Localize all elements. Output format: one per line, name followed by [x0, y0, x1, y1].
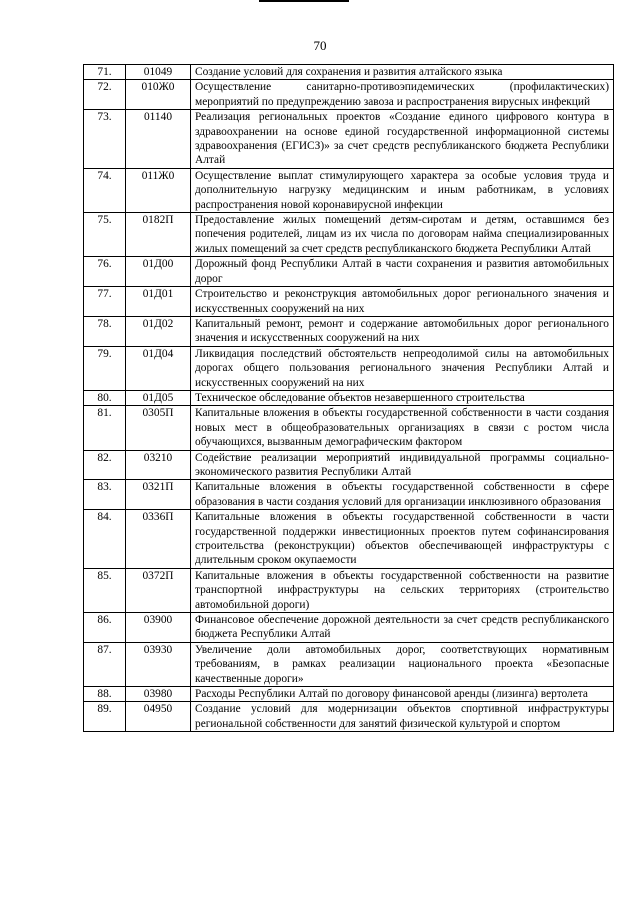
row-description: Капитальные вложения в объекты государственной собственности в сфере образования в части создания условий для организации инклюзивного образования	[191, 480, 614, 510]
row-description: Капитальные вложения в объекты государственной собственности в части государственной поддержки инвестиционных проектов путем софинансирования строительства (реконструкции) объектов обеспечивающей инфраструктуры с длительным сроком окупаемости	[191, 510, 614, 569]
row-description: Увеличение доли автомобильных дорог, соответствующих нормативным требованиям, в рамках реализации национального проекта «Безопасные качественные дороги»	[191, 642, 614, 686]
row-code: 03210	[126, 450, 191, 480]
row-description: Ликвидация последствий обстоятельств непреодолимой силы на автомобильных дорогах общего пользования регионального значения Республики Алтай и искусственных сооружений на них	[191, 346, 614, 390]
table-row	[84, 213, 614, 257]
table-row	[84, 80, 614, 110]
row-code: 01049	[126, 65, 191, 80]
row-description: Создание условий для модернизации объектов спортивной инфраструктуры региональной собственности для занятий физической культурой и спортом	[191, 702, 614, 732]
row-description: Предоставление жилых помещений детям-сиротам и детям, оставшимся без попечения родителей, лицам из их числа по договорам найма специализированных жилых помещений за счет средств республиканского бюджета Республики Алтай	[191, 213, 614, 257]
table-body	[84, 65, 614, 732]
table-row	[84, 510, 614, 569]
row-description: Финансовое обеспечение дорожной деятельности за счет средств республиканского бюджета Республики Алтай	[191, 613, 614, 643]
row-number: 74.	[84, 168, 126, 212]
table-row	[84, 168, 614, 212]
row-description: Осуществление выплат стимулирующего характера за особые условия труда и дополнительную нагрузку медицинским и иным работникам, в условиях распространения новой коронавирусной инфекции	[191, 168, 614, 212]
row-number: 85.	[84, 568, 126, 612]
row-code: 010Ж0	[126, 80, 191, 110]
row-code: 0336П	[126, 510, 191, 569]
row-description: Создание условий для сохранения и развития алтайского языка	[191, 65, 614, 80]
budget-code-table	[83, 64, 614, 732]
row-description: Содействие реализации мероприятий индивидуальной программы социально-экономического развития Республики Алтай	[191, 450, 614, 480]
row-number: 87.	[84, 642, 126, 686]
row-description: Техническое обследование объектов незавершенного строительства	[191, 390, 614, 405]
row-number: 83.	[84, 480, 126, 510]
table-row	[84, 316, 614, 346]
row-description: Капитальный ремонт, ремонт и содержание автомобильных дорог регионального значения и искусственных сооружений на них	[191, 316, 614, 346]
row-number: 81.	[84, 406, 126, 450]
table-row	[84, 406, 614, 450]
table-row	[84, 287, 614, 317]
row-number: 76.	[84, 257, 126, 287]
table-row	[84, 346, 614, 390]
row-number: 77.	[84, 287, 126, 317]
table-row	[84, 613, 614, 643]
row-description: Капитальные вложения в объекты государственной собственности в части создания новых мест в общеобразовательных организациях в связи с ростом числа обучающихся, вызванным демографическим фактором	[191, 406, 614, 450]
row-description: Осуществление санитарно-противоэпидемических (профилактических) мероприятий по предупреждению завоза и распространения вирусных инфекций	[191, 80, 614, 110]
row-code: 01Д05	[126, 390, 191, 405]
row-code: 011Ж0	[126, 168, 191, 212]
row-number: 72.	[84, 80, 126, 110]
row-code: 01Д00	[126, 257, 191, 287]
row-number: 79.	[84, 346, 126, 390]
row-number: 88.	[84, 687, 126, 702]
row-number: 78.	[84, 316, 126, 346]
row-number: 73.	[84, 110, 126, 169]
table-row	[84, 110, 614, 169]
row-code: 04950	[126, 702, 191, 732]
table-row	[84, 450, 614, 480]
table-row	[84, 687, 614, 702]
row-code: 0321П	[126, 480, 191, 510]
row-code: 03930	[126, 642, 191, 686]
row-number: 75.	[84, 213, 126, 257]
row-description: Расходы Республики Алтай по договору финансовой аренды (лизинга) вертолета	[191, 687, 614, 702]
row-code: 01Д04	[126, 346, 191, 390]
row-number: 89.	[84, 702, 126, 732]
page-number: 70	[313, 38, 327, 53]
table-row	[84, 642, 614, 686]
row-description: Капитальные вложения в объекты государственной собственности на развитие транспортной инфраструктуры на сельских территориях (строительство автомобильной дороги)	[191, 568, 614, 612]
row-description: Реализация региональных проектов «Создание единого цифрового контура в здравоохранении на основе единой государственной информационной системы здравоохранения (ЕГИСЗ)» за счет средств республиканского бюджета Республики Алтай	[191, 110, 614, 169]
table-row	[84, 257, 614, 287]
row-number: 84.	[84, 510, 126, 569]
row-number: 86.	[84, 613, 126, 643]
row-code: 01Д01	[126, 287, 191, 317]
table-row	[84, 390, 614, 405]
table-row	[84, 480, 614, 510]
row-description: Строительство и реконструкция автомобильных дорог регионального значения и искусственных сооружений на них	[191, 287, 614, 317]
row-code: 03980	[126, 687, 191, 702]
row-code: 03900	[126, 613, 191, 643]
row-code: 0372П	[126, 568, 191, 612]
table-row	[84, 65, 614, 80]
row-code: 01140	[126, 110, 191, 169]
row-code: 01Д02	[126, 316, 191, 346]
row-description: Дорожный фонд Республики Алтай в части сохранения и развития автомобильных дорог	[191, 257, 614, 287]
row-number: 82.	[84, 450, 126, 480]
table-row	[84, 702, 614, 732]
table-row	[84, 568, 614, 612]
top-edge-mark	[259, 0, 349, 2]
row-number: 80.	[84, 390, 126, 405]
row-code: 0182П	[126, 213, 191, 257]
row-number: 71.	[84, 65, 126, 80]
row-code: 0305П	[126, 406, 191, 450]
